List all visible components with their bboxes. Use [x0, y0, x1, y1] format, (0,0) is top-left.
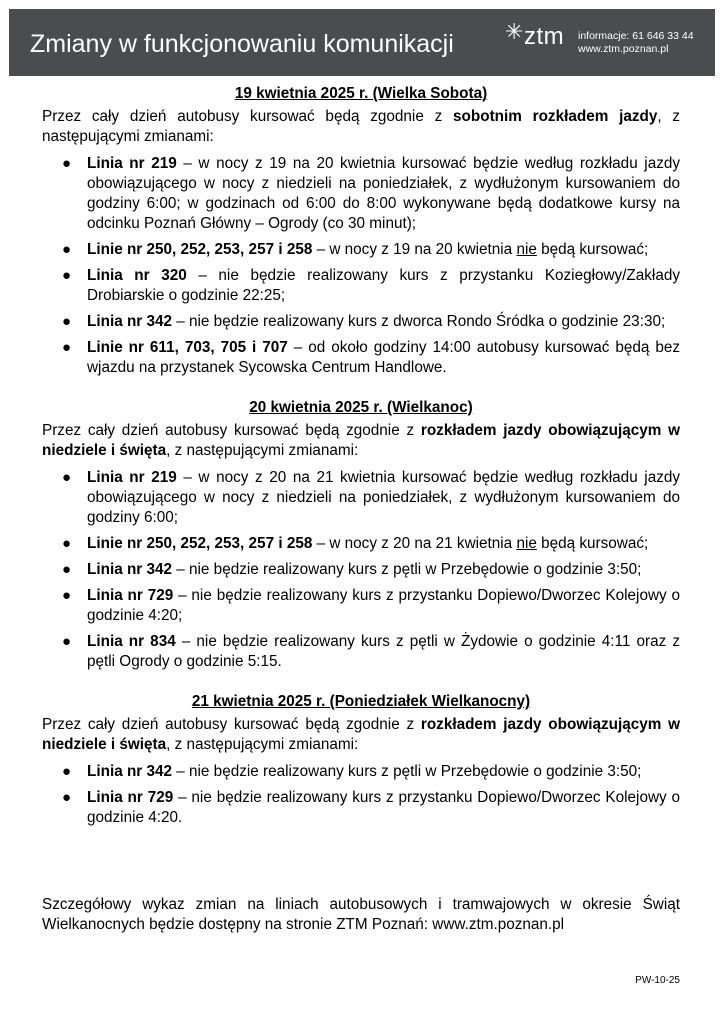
list-item — [42, 240, 680, 260]
list-item — [42, 468, 680, 528]
item-text: – nie będzie realizowany kurs z przystanku Koziegłowy/Zakłady Drobiarskie o godzinie 22:25; — [87, 267, 680, 304]
contact-website: www.ztm.poznan.pl — [578, 43, 669, 55]
bullet-icon: ● — [62, 561, 72, 578]
document-code: PW-10-25 — [635, 975, 680, 986]
line-number: Linia nr 342 — [87, 561, 173, 578]
line-number: Linia nr 729 — [87, 789, 174, 806]
bullet-icon: ● — [62, 535, 72, 552]
bullet-icon: ● — [62, 267, 72, 284]
intro-bold: rozkładem jazdy obowiązującym w niedziele i święta — [42, 422, 681, 459]
bullet-icon: ● — [62, 241, 72, 258]
bullet-icon: ● — [62, 587, 72, 604]
intro-text-after: , z następującymi zmianami: — [166, 442, 359, 459]
bullet-icon: ● — [62, 633, 72, 650]
asterisk-icon: ✳ — [505, 19, 524, 44]
line-number: Linia nr 342 — [87, 313, 173, 330]
page-title: Zmiany w funkcjonowaniu komunikacji — [30, 30, 454, 58]
intro-text: Przez cały dzień autobusy kursować będą zgodnie z — [42, 422, 421, 439]
section-intro — [42, 421, 680, 461]
section-intro — [42, 107, 680, 147]
section-april-20 — [42, 398, 680, 672]
changes-list — [42, 762, 680, 828]
list-item — [42, 312, 680, 332]
intro-text-after: , z następującymi zmianami: — [166, 736, 359, 753]
item-text: – nie będzie realizowany kurs z pętli w Przebędowie o godzinie 3:50; — [172, 763, 642, 780]
line-number: Linie nr 250, 252, 253, 257 i 258 — [87, 241, 313, 258]
bullet-icon: ● — [62, 469, 72, 486]
line-number: Linia nr 219 — [87, 469, 177, 486]
ztm-logo — [505, 19, 565, 51]
list-item — [42, 266, 680, 306]
bullet-icon: ● — [62, 339, 72, 356]
item-text-after: będą kursować; — [536, 535, 649, 552]
intro-text: Przez cały dzień autobusy kursować będą zgodnie z — [42, 108, 454, 125]
item-text: – nie będzie realizowany kurs z pętli w Żydowie o godzinie 4:11 oraz z pętli Ogrody o godzinie 5:15. — [87, 633, 681, 670]
item-text: – w nocy z 19 na 20 kwietnia kursować będzie według rozkładu jazdy obowiązującego w nocy z niedzieli na poniedziałek, z wydłużonym kursowaniem do godziny 6:00; w godzinach od 6:00 do 8:00 wykonywane będą dodatkowe kursy na odcinku Poznań Główny – Ogrody (co 30 minut); — [87, 155, 681, 232]
list-item — [42, 338, 680, 378]
line-number: Linia nr 729 — [87, 587, 174, 604]
item-text: – nie będzie realizowany kurs z przystanku Dopiewo/Dworzec Kolejowy o godzinie 4:20. — [87, 789, 681, 826]
intro-text-after: , z następującymi zmianami: — [42, 108, 681, 145]
item-text: – nie będzie realizowany kurs z pętli w Przebędowie o godzinie 3:50; — [172, 561, 642, 578]
line-number: Linie nr 611, 703, 705 i 707 — [87, 339, 288, 356]
item-text: – nie będzie realizowany kurs z dworca Rondo Śródka o godzinie 23:30; — [172, 313, 666, 330]
section-april-19 — [42, 84, 680, 378]
bullet-icon: ● — [62, 313, 72, 330]
section-heading: 20 kwietnia 2025 r. (Wielkanoc) — [249, 399, 473, 416]
bullet-icon: ● — [62, 155, 72, 172]
list-item — [42, 788, 680, 828]
line-number: Linia nr 219 — [87, 155, 177, 172]
intro-bold: sobotnim rozkładem jazdy — [453, 108, 658, 125]
list-item — [42, 560, 680, 580]
underlined-word: nie — [516, 535, 537, 552]
line-number: Linia nr 342 — [87, 763, 173, 780]
header-bar — [9, 9, 715, 76]
logo-text: ztm — [523, 23, 565, 50]
item-text-after: będą kursować; — [536, 241, 649, 258]
changes-list — [42, 154, 680, 378]
item-text: – w nocy z 19 na 20 kwietnia — [312, 241, 517, 258]
intro-text: Przez cały dzień autobusy kursować będą zgodnie z — [42, 716, 421, 733]
list-item — [42, 586, 680, 626]
item-text: – w nocy z 20 na 21 kwietnia kursować będzie według rozkładu jazdy obowiązującego w nocy z niedzieli na poniedziałek, z wydłużonym kursowaniem do godziny 6:00; — [87, 469, 681, 526]
list-item — [42, 154, 680, 234]
changes-list — [42, 468, 680, 672]
section-intro — [42, 715, 680, 755]
section-heading: 19 kwietnia 2025 r. (Wielka Sobota) — [234, 85, 488, 102]
item-text: – nie będzie realizowany kurs z przystanku Dopiewo/Dworzec Kolejowy o godzinie 4:20; — [87, 587, 681, 624]
bullet-icon: ● — [62, 763, 72, 780]
list-item — [42, 534, 680, 554]
contact-phone: informacje: 61 646 33 44 — [578, 30, 694, 42]
section-heading: 21 kwietnia 2025 r. (Poniedziałek Wielkanocny) — [191, 693, 531, 710]
item-text: – od około godziny 14:00 autobusy kursować będą bez wjazdu na przystanek Sycowska Centrum Handlowe. — [87, 339, 680, 376]
underlined-word: nie — [516, 241, 537, 258]
list-item — [42, 762, 680, 782]
list-item — [42, 632, 680, 672]
notice-content — [42, 84, 680, 834]
item-text: – w nocy z 20 na 21 kwietnia — [312, 535, 517, 552]
footer-note: Szczegółowy wykaz zmian na liniach autobusowych i tramwajowych w okresie Świąt Wielkanocnych będzie dostępny na stronie ZTM Poznań: www.ztm.poznan.pl — [42, 896, 680, 933]
intro-bold: rozkładem jazdy obowiązującym w niedziele i święta — [42, 716, 681, 753]
section-april-21 — [42, 692, 680, 828]
line-number: Linie nr 250, 252, 253, 257 i 258 — [87, 535, 313, 552]
line-number: Linia nr 320 — [87, 267, 187, 284]
contact-info — [578, 30, 694, 56]
bullet-icon: ● — [62, 789, 72, 806]
line-number: Linia nr 834 — [87, 633, 176, 650]
